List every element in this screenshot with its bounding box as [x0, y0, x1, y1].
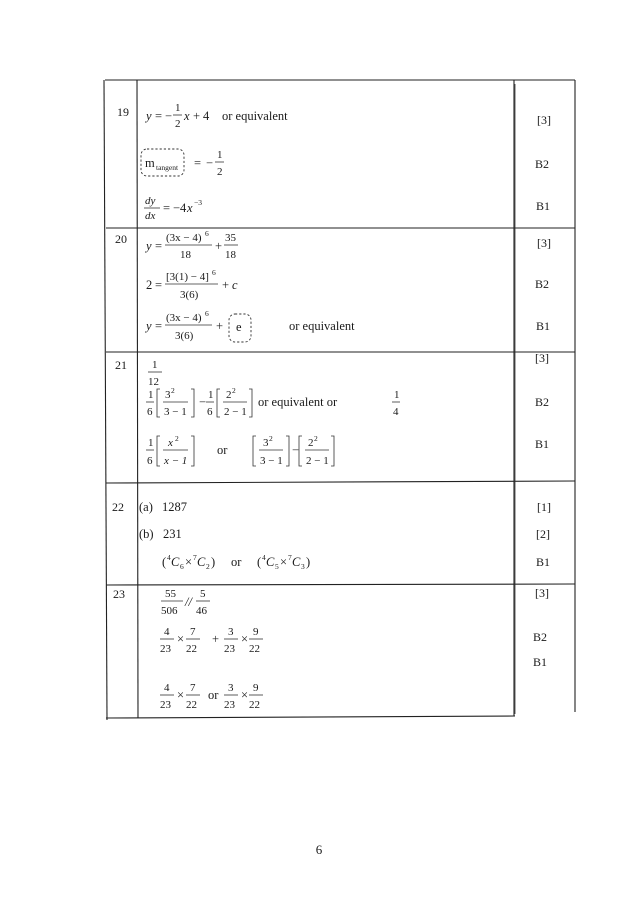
mark-allocation: [1]	[537, 500, 551, 514]
svg-text:1: 1	[208, 389, 214, 401]
svg-text:23: 23	[160, 699, 171, 711]
mark-allocation: B1	[536, 555, 551, 569]
svg-text:6: 6	[212, 268, 216, 277]
svg-text:3: 3	[263, 437, 269, 449]
question-number: 22	[112, 500, 124, 514]
svg-text:3: 3	[301, 562, 305, 571]
svg-text:3: 3	[228, 626, 234, 638]
svg-text:tangent: tangent	[156, 163, 179, 172]
svg-text:(3x − 4): (3x − 4)	[166, 312, 202, 324]
svg-text:9: 9	[253, 682, 259, 694]
q22-line-c	[162, 553, 310, 571]
svg-text:4: 4	[203, 109, 210, 123]
mark-allocation: B2	[535, 395, 550, 409]
svg-text:1: 1	[148, 437, 154, 449]
svg-text:2: 2	[171, 386, 175, 395]
svg-text:2 − 1: 2 − 1	[224, 406, 247, 418]
svg-text:−: −	[292, 443, 300, 457]
page-number: 6	[315, 842, 323, 857]
svg-text:2: 2	[175, 434, 179, 443]
question-column-divider	[137, 80, 138, 718]
q19-line-3	[144, 195, 202, 222]
svg-text:+: +	[212, 632, 220, 646]
svg-text:2 − 1: 2 − 1	[306, 455, 329, 467]
svg-text:55: 55	[165, 588, 176, 600]
q19-line-2	[141, 149, 224, 178]
svg-text:+: +	[193, 109, 201, 123]
svg-text://: //	[185, 595, 192, 609]
svg-text:=: =	[194, 156, 202, 170]
mark-allocation: [3]	[535, 586, 549, 600]
svg-text:dx: dx	[145, 210, 156, 222]
question-number: 23	[113, 587, 125, 601]
svg-text:x: x	[184, 109, 190, 123]
q20-line-3	[144, 309, 355, 342]
answer-note: or equivalent	[222, 109, 288, 123]
part-label: (b)	[139, 527, 154, 541]
svg-text:3(6): 3(6)	[175, 330, 194, 342]
svg-text:3(6): 3(6)	[180, 289, 199, 301]
svg-text:2: 2	[175, 118, 181, 130]
svg-text:5: 5	[275, 562, 279, 571]
svg-text:46: 46	[196, 605, 207, 617]
mark-allocation: B1	[536, 199, 551, 213]
row-divider-22-23	[106, 584, 575, 585]
svg-text:=: =	[155, 239, 163, 253]
svg-text:22: 22	[249, 699, 260, 711]
q21-line-2	[146, 386, 400, 418]
svg-text:(: (	[162, 555, 167, 569]
svg-text:×: ×	[280, 555, 288, 569]
svg-text:y: y	[146, 109, 152, 123]
svg-text:+: +	[215, 239, 223, 253]
svg-text:c: c	[232, 278, 238, 292]
svg-text:3: 3	[228, 682, 234, 694]
answer-note: or	[208, 688, 219, 702]
svg-text:1: 1	[152, 359, 158, 371]
svg-text:+: +	[216, 319, 224, 333]
q23-line-2	[160, 626, 263, 655]
svg-text:3 − 1: 3 − 1	[260, 455, 283, 467]
svg-text:=: =	[155, 109, 163, 123]
mark-allocation: B2	[533, 630, 548, 644]
q19-line-1	[144, 102, 288, 130]
svg-text:7: 7	[193, 553, 197, 562]
q20-line-2	[146, 268, 238, 301]
svg-text:23: 23	[224, 699, 235, 711]
q23-line-4	[160, 682, 263, 711]
svg-text:×: ×	[241, 688, 249, 702]
svg-text:1: 1	[175, 102, 181, 114]
svg-text:−3: −3	[194, 198, 202, 207]
svg-text:−: −	[165, 109, 173, 123]
svg-text:x: x	[187, 201, 193, 215]
svg-text:x: x	[168, 437, 173, 449]
svg-text:2: 2	[269, 434, 273, 443]
svg-text:4: 4	[262, 553, 266, 562]
svg-text:22: 22	[249, 643, 260, 655]
svg-text:−: −	[199, 395, 207, 409]
svg-text:1: 1	[148, 389, 154, 401]
svg-text:2: 2	[226, 389, 232, 401]
answer-value: 1287	[162, 500, 187, 514]
svg-text:2: 2	[206, 562, 210, 571]
svg-text:18: 18	[225, 249, 236, 261]
svg-text:−: −	[173, 201, 181, 215]
answer-note: or	[217, 443, 228, 457]
svg-text:×: ×	[177, 632, 185, 646]
svg-text:x − 1: x − 1	[164, 455, 188, 467]
table-bottom-border	[106, 716, 515, 718]
svg-text:35: 35	[225, 232, 236, 244]
mark-allocation: [2]	[536, 527, 550, 541]
q23-line-1	[161, 588, 210, 617]
svg-text:): )	[306, 555, 311, 569]
svg-text:5: 5	[200, 588, 206, 600]
svg-text:6: 6	[147, 455, 153, 467]
svg-text:7: 7	[288, 553, 292, 562]
svg-text:4: 4	[164, 626, 170, 638]
svg-text:2: 2	[217, 166, 223, 178]
svg-text:4: 4	[167, 553, 171, 562]
mark-allocation: B1	[536, 319, 551, 333]
answer-note: or	[231, 555, 242, 569]
q20-line-1	[144, 229, 238, 261]
svg-text:×: ×	[185, 555, 193, 569]
svg-text:6: 6	[207, 406, 213, 418]
q21-line-3	[146, 434, 334, 467]
svg-text:(: (	[257, 555, 262, 569]
svg-text:12: 12	[148, 376, 159, 388]
svg-text:6: 6	[180, 562, 184, 571]
svg-text:6: 6	[205, 309, 209, 318]
svg-text:6: 6	[147, 406, 153, 418]
svg-text:3: 3	[165, 389, 171, 401]
mark-allocation: [3]	[537, 113, 551, 127]
svg-text:23: 23	[160, 643, 171, 655]
svg-text:2: 2	[314, 434, 318, 443]
svg-text:7: 7	[190, 682, 196, 694]
svg-text:22: 22	[186, 699, 197, 711]
answer-note: or equivalent	[289, 319, 355, 333]
svg-text:[3(1) − 4]: [3(1) − 4]	[166, 271, 209, 283]
q22-line-b	[139, 527, 182, 541]
q22-line-a	[139, 500, 187, 514]
svg-text:(3x − 4): (3x − 4)	[166, 232, 202, 244]
svg-text:C: C	[266, 555, 275, 569]
answer-note: or equivalent or	[258, 395, 338, 409]
svg-text:): )	[211, 555, 216, 569]
mark-allocation: B1	[533, 655, 548, 669]
mark-allocation: [3]	[537, 236, 551, 250]
mark-allocation: B2	[535, 157, 550, 171]
svg-text:22: 22	[186, 643, 197, 655]
svg-text:=: =	[155, 278, 163, 292]
mark-allocation: B2	[535, 277, 550, 291]
svg-text:C: C	[292, 555, 301, 569]
svg-text:×: ×	[241, 632, 249, 646]
svg-text:C: C	[197, 555, 206, 569]
svg-text:y: y	[146, 319, 152, 333]
svg-text:1: 1	[217, 149, 223, 161]
question-number: 19	[117, 105, 129, 119]
svg-text:m: m	[145, 156, 155, 170]
svg-text:1: 1	[394, 389, 400, 401]
svg-text:7: 7	[190, 626, 196, 638]
svg-text:2: 2	[232, 386, 236, 395]
mark-allocation: B1	[535, 437, 550, 451]
svg-text:+: +	[222, 278, 230, 292]
svg-text:2: 2	[308, 437, 314, 449]
svg-text:×: ×	[177, 688, 185, 702]
svg-text:=: =	[155, 319, 163, 333]
svg-text:y: y	[146, 239, 152, 253]
answer-value: 231	[163, 527, 182, 541]
svg-text:3 − 1: 3 − 1	[164, 406, 187, 418]
question-number: 20	[115, 232, 127, 246]
svg-text:9: 9	[253, 626, 259, 638]
q21-line-1	[148, 359, 162, 388]
svg-text:=: =	[163, 201, 171, 215]
row-divider-21-22	[106, 481, 575, 483]
svg-text:18: 18	[180, 249, 191, 261]
question-number: 21	[115, 358, 127, 372]
svg-text:4: 4	[393, 406, 399, 418]
svg-text:506: 506	[161, 605, 178, 617]
svg-text:−: −	[206, 156, 214, 170]
table-left-border	[104, 80, 107, 720]
svg-text:dy: dy	[145, 195, 156, 207]
svg-text:4: 4	[164, 682, 170, 694]
mark-allocation: [3]	[535, 351, 549, 365]
svg-text:2: 2	[146, 278, 153, 292]
svg-text:4: 4	[180, 201, 187, 215]
svg-text:e: e	[236, 320, 242, 334]
svg-text:C: C	[171, 555, 180, 569]
svg-text:23: 23	[224, 643, 235, 655]
part-label: (a)	[139, 500, 153, 514]
svg-text:6: 6	[205, 229, 209, 238]
